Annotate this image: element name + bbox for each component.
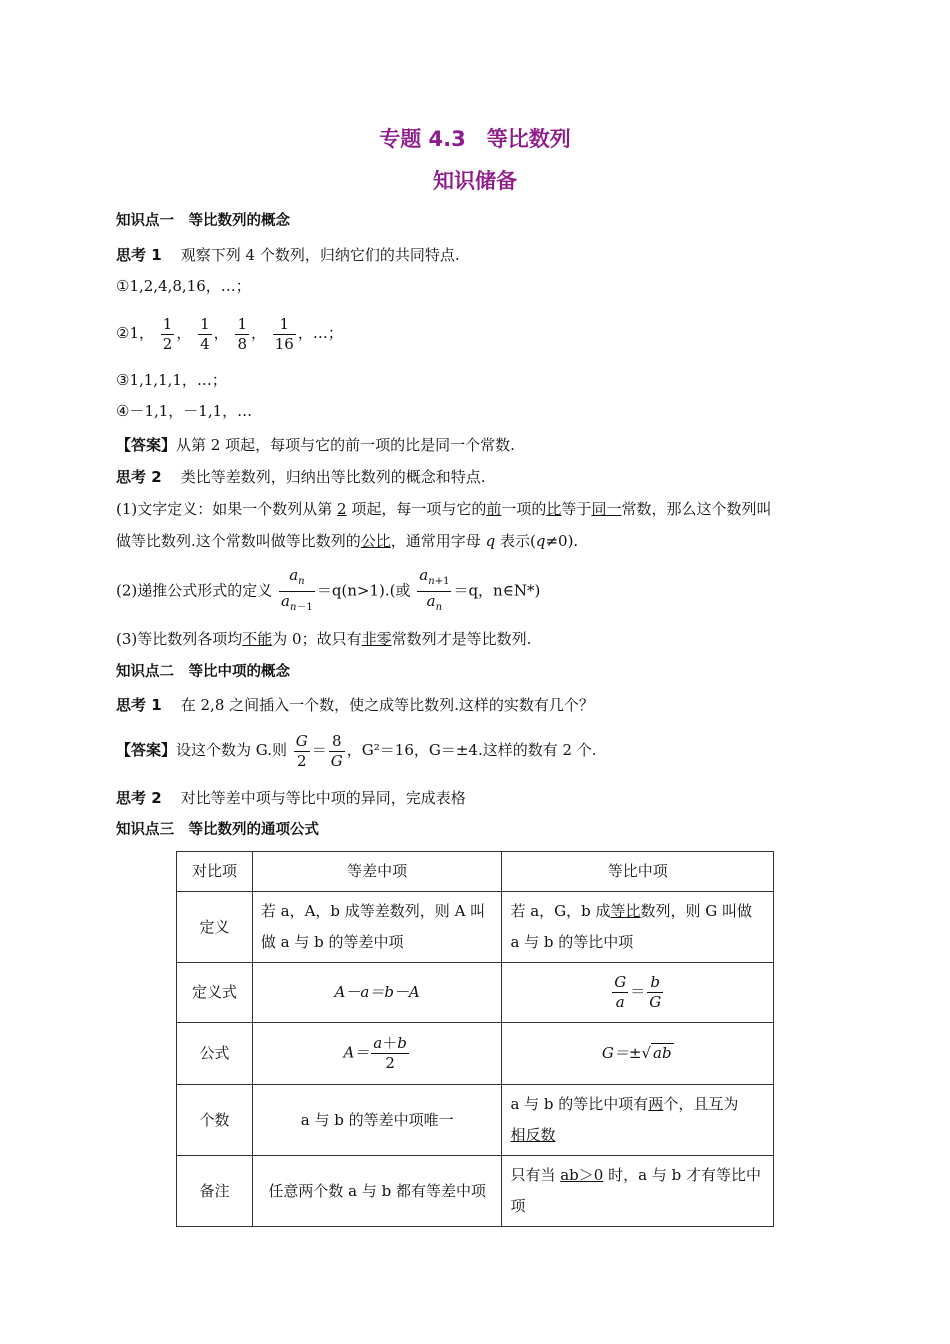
question-text: 类比等差数列，归纳出等比数列的概念和特点. [180,468,486,486]
question-1-2 [116,467,486,487]
table-row [177,1023,774,1085]
definition-2: (2)递推公式形式的定义 $\frac{a_n}{a_{n-1}}$ ＝q(n>1).(或 $\frac{a_{n+1}}{a_n}$ ＝q，n∈N*) [116,566,540,617]
fraction: $\frac{1}{16}$ [274,314,294,353]
table-row [177,963,774,1023]
question-label: 思考 1 [116,696,162,714]
table-cell: 只有当 ab＞0 时，a 与 b 才有等比中项 [502,1156,774,1227]
page-subtitle: 知识储备 [433,169,517,193]
question-text: 对比等差中项与等比中项的异同，完成表格 [180,789,466,807]
answer-2-1: 【答案】设这个数为 G.则 $\frac{G}{2}$ ＝ $\frac{8}{G}$ ，G²＝16，G＝±4.这样的数有 2 个. [116,731,597,770]
table-row [177,1156,774,1227]
table-cell: 若 a，A，b 成等差数列，则 A 叫做 a 与 b 的等差中项 [252,892,502,963]
table-cell: A＝ $\frac{a+b}{2}$ [252,1023,502,1085]
fraction: $\frac{1}{4}$ [200,314,210,353]
fraction: $\frac{1}{8}$ [237,314,247,353]
answer-text: 从第 2 项起，每项与它的前一项的比是同一个常数. [176,436,515,454]
table-cell: 定义式 [177,963,253,1023]
table-row [177,892,774,963]
fraction: $\frac{G}{a}$ [614,973,627,1011]
table-cell: 个数 [177,1085,253,1156]
fraction: $\frac{1}{2}$ [162,314,173,353]
question-2-1 [116,695,594,715]
page-title: 专题 4.3 等比数列 [379,127,571,151]
section-heading-2: 知识点二 等比中项的概念 [116,664,290,680]
table-cell: 若 a，G，b 成等比数列，则 G 叫做 a 与 b 的等比中项 [502,892,774,963]
definition-3: (3)等比数列各项均不能为 0；故只有非零常数列才是等比数列. [116,630,532,648]
table-header-cell: 等比中项 [502,852,774,892]
sequence-4: ④－1,1，－1,1，… [116,402,253,420]
sequence-2: ②1， $\frac{1}{2}$ ， $\frac{1}{4}$ ， $\frac{1}{8}$ ， $\frac{1}{16}$ ，…； [116,314,343,353]
fraction: $\frac{a+b}{2}$ [373,1034,407,1072]
definition-1-line-1: (1)文字定义：如果一个数列从第 2 项起，每一项与它的前一项的比等于同一常数，那么这个数列叫 [116,500,772,518]
question-2-2 [116,788,466,808]
fraction: $\frac{8}{G}$ [330,731,343,770]
table-cell: G＝±√ ab [502,1023,774,1085]
question-1-1 [116,245,460,265]
table-cell: A－a＝b－A [252,963,502,1023]
table-cell: 任意两个数 a 与 b 都有等差中项 [252,1156,502,1227]
question-text: 在 2,8 之间插入一个数，使之成等比数列.这样的实数有几个？ [180,696,594,714]
fraction: $\frac{a_{n+1}}{a_n}$ [419,566,450,613]
fraction: $\frac{G}{2}$ [295,731,308,770]
table-header-row [177,852,774,892]
table-cell: 公式 [177,1023,253,1085]
table-header-cell: 等差中项 [252,852,502,892]
question-label: 思考 2 [116,789,162,807]
question-label: 思考 1 [116,246,162,264]
definition-1-line-2: 做等比数列.这个常数叫做等比数列的公比，通常用字母 q 表示(q≠0). [116,532,579,550]
table-cell: 定义 [177,892,253,963]
sequence-3: ③1,1,1,1，…； [116,371,227,389]
sequence-2-suffix: ，…； [297,324,343,342]
answer-label: 【答案】 [116,436,177,454]
fraction: $\frac{a_n}{a_{n-1}}$ [281,566,313,613]
table-cell: a 与 b 的等差中项唯一 [252,1085,502,1156]
table-cell: a 与 b 的等比中项有两个，且互为 相反数 [502,1085,774,1156]
question-text: 观察下列 4 个数列，归纳它们的共同特点. [180,246,460,264]
fraction: $\frac{b}{G}$ [649,973,662,1011]
table-row [177,1085,774,1156]
sequence-1: ①1,2,4,8,16，…； [116,277,251,295]
sequence-2-prefix: ②1， [116,324,154,342]
table-cell: 备注 [177,1156,253,1227]
comparison-table [176,851,774,1227]
section-heading-1: 知识点一 等比数列的概念 [116,213,290,229]
table-cell: $\frac{G}{a}$ ＝ $\frac{b}{G}$ [502,963,774,1023]
question-label: 思考 2 [116,468,162,486]
answer-label: 【答案】 [116,741,177,759]
section-heading-3: 知识点三 等比数列的通项公式 [116,822,319,838]
table-header-cell: 对比项 [177,852,253,892]
answer-1-1 [116,435,515,455]
